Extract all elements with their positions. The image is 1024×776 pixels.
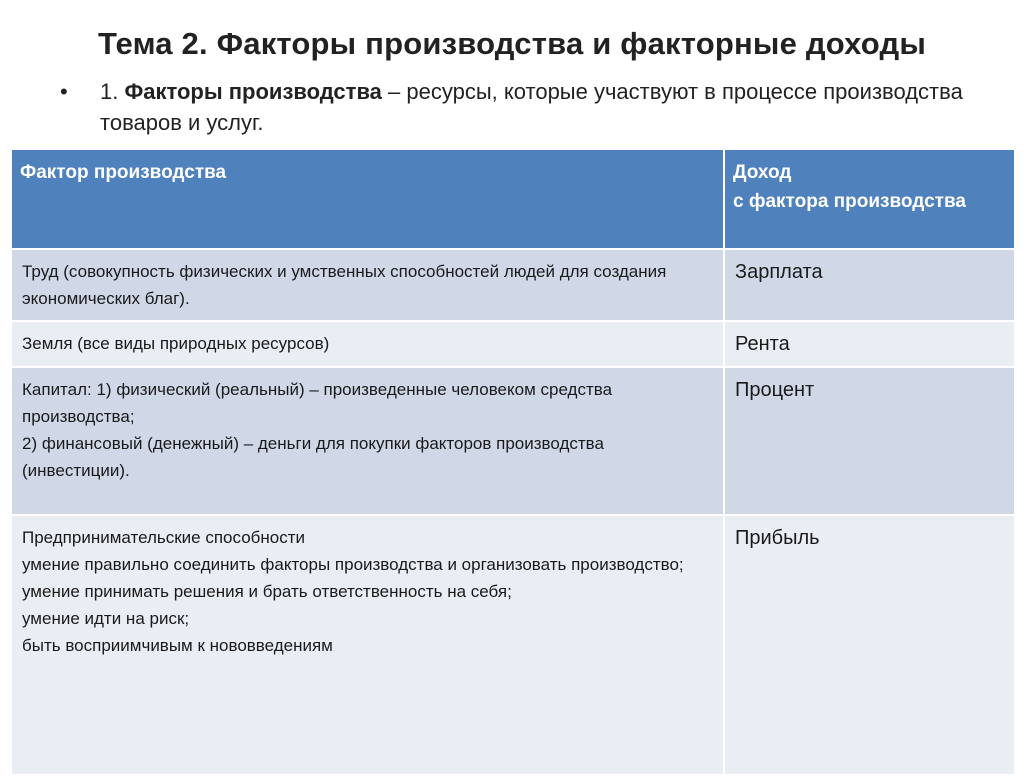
table-row [11, 367, 1015, 515]
bullet-marker: • [60, 79, 68, 104]
cell-income: Прибыль [724, 515, 1015, 775]
cell-factor: Капитал: 1) физический (реальный) – произведенные человеком средства производства; 2) финансовый (денежный) – деньги для покупки факторов производства (инвестиции). [11, 367, 724, 515]
table-header-row [11, 149, 1015, 249]
header-factor: Фактор производства [11, 149, 724, 249]
header-income [724, 149, 1015, 249]
cell-income: Зарплата [724, 249, 1015, 321]
header-income-line2: с фактора производства [733, 191, 966, 212]
header-income-line1: Доход [733, 162, 792, 183]
bullet-rest: – ресурсы, которые участвуют в процессе производства товаров и услуг. [100, 79, 963, 135]
cell-income: Рента [724, 321, 1015, 367]
table-row [11, 321, 1015, 367]
cell-income: Процент [724, 367, 1015, 515]
table-row [11, 249, 1015, 321]
bullet-text [100, 76, 980, 138]
cell-factor: Труд (совокупность физических и умственных способностей людей для создания экономических благ). [11, 249, 724, 321]
bullet-term: Факторы производства [124, 79, 382, 104]
table-row [11, 515, 1015, 775]
slide-title: Тема 2. Факторы производства и факторные доходы [97, 26, 927, 61]
bullet-lead: 1. [100, 79, 125, 104]
cell-factor: Земля (все виды природных ресурсов) [11, 321, 724, 367]
factors-table [10, 148, 1016, 776]
cell-factor: Предпринимательские способности умение правильно соединить факторы производства и организовать производство; умение принимать решения и брать ответственность на себя; умение идти на риск; быть восприимчивым к нововведениям [11, 515, 724, 775]
